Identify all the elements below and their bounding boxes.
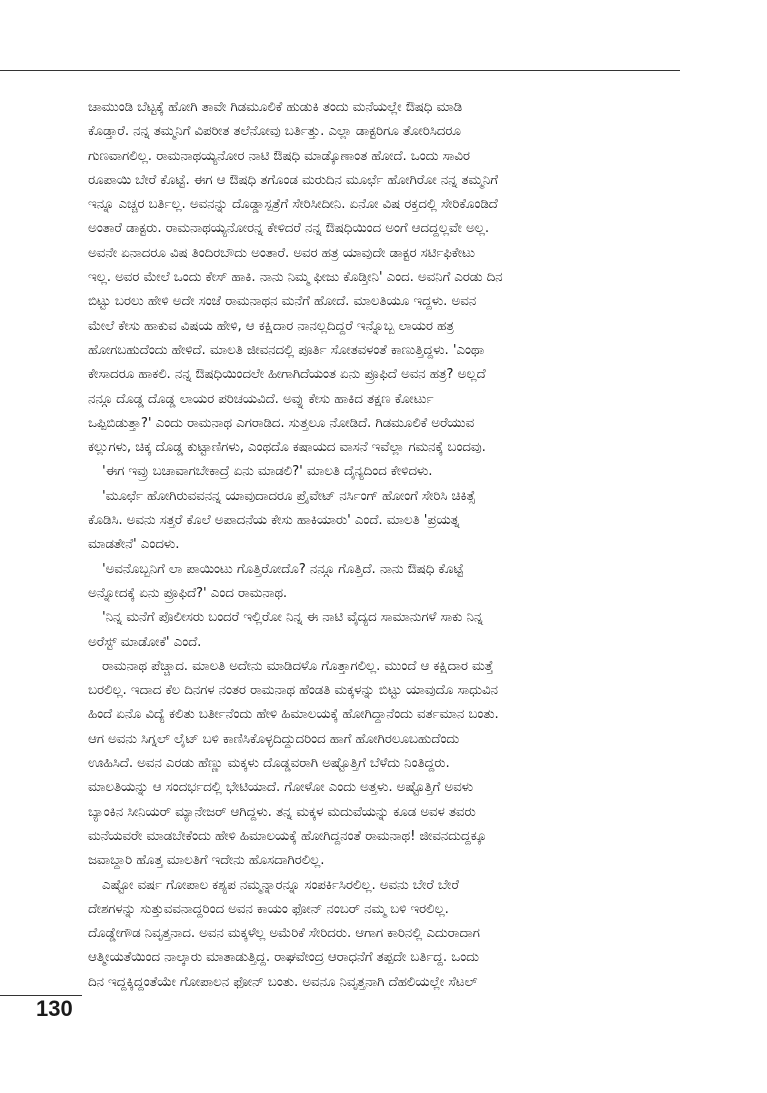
text-line: ಆತ್ಮೀಯತೆಯಿಂದ ನಾಲ್ಕಾರು ಮಾತಾಡುತ್ತಿದ್ದ. ರಾಘವೇಂದ್ರ ಆರಾಧನೆಗೆ ತಪ್ಪದೇ ಬರ್ತಿದ್ದ. ಒಂದು bbox=[88, 950, 479, 966]
page-number: 130 bbox=[36, 996, 73, 1021]
text-line: ದೊಡ್ಡೇಗೌಡ ನಿವೃತ್ತನಾದ. ಅವನ ಮಕ್ಕಳೆಲ್ಲ ಅಮೆರಿಕೆ ಸೇರಿದರು. ಆಗಾಗ ಕಾರಿನಲ್ಲಿ ಎದುರಾದಾಗ bbox=[88, 926, 480, 942]
text-line: ದೇಶಗಳನ್ನು ಸುತ್ತುವವನಾದ್ದರಿಂದ ಅವನ ಕಾಯಂ ಫೋನ್ ನಂಬರ್ ನಮ್ಮ ಬಳಿ ಇರಲಿಲ್ಲ. bbox=[88, 901, 449, 917]
text-line: ಕೊಡ್ತಾರೆ. ನನ್ನ ತಮ್ಮನಿಗೆ ವಿಪರೀತ ತಲೆನೋವು ಬರ್ತಿತ್ತು. ಎಲ್ಲಾ ಡಾಕ್ಟರಿಗೂ ತೋರಿಸಿದರೂ bbox=[88, 124, 461, 140]
text-line: ಮಾಲತಿಯನ್ನು ಆ ಸಂದರ್ಭದಲ್ಲಿ ಭೇಟಿಯಾದೆ. ಗೋಳೋ ಎಂದು ಅತ್ತಳು. ಅಷ್ಟೊತ್ತಿಗೆ ಅವಳು bbox=[88, 780, 474, 796]
text-line: ಒಪ್ಪಿಬಿಡುತ್ತಾ?' ಎಂದು ರಾಮನಾಥ ಎಗರಾಡಿದ. ಸುತ್ತಲೂ ನೋಡಿದೆ. ಗಿಡಮೂಲಿಕೆ ಅರೆಯುವ bbox=[88, 415, 475, 431]
text-line: ರೂಪಾಯಿ ಬೇರೆ ಕೊಟ್ಟೆ. ಈಗ ಆ ಔಷಧಿ ತಗೊಂಡ ಮರುದಿನ ಮೂರ್ಛೆ ಹೋಗಿರೋ ನನ್ನ ತಮ್ಮನಿಗೆ bbox=[88, 172, 498, 188]
text-line: ರಾಮನಾಥ ಪೆಚ್ಚಾದ. ಮಾಲತಿ ಅದೇನು ಮಾಡಿದಳೊ ಗೊತ್ತಾಗಲಿಲ್ಲ. ಮುಂದೆ ಆ ಕಕ್ಷಿದಾರ ಮತ್ತೆ bbox=[102, 658, 494, 674]
text-line: 'ನಿನ್ನ ಮನೆಗೆ ಪೊಲೀಸರು ಬಂದರೆ ಇಲ್ಲಿರೋ ನಿನ್ನ ಈ ನಾಟಿ ವೈದ್ಯದ ಸಾಮಾನುಗಳೆ ಸಾಕು ನಿನ್ನ bbox=[102, 610, 483, 626]
text-line: ಇನ್ನೂ ಎಚ್ಚರ ಬರ್ತಿಲ್ಲ. ಅವನನ್ನು ದೊಡ್ಡಾಸ್ಪತ್ರೆಗೆ ಸೇರಿಸೀದೀನಿ. ಏನೋ ವಿಷ ರಕ್ತದಲ್ಲಿ ಸೇರಿಕೊಂಡಿದೆ bbox=[88, 197, 498, 213]
text-line: 'ಮೂರ್ಛೆ ಹೋಗಿರುವವನನ್ನ ಯಾವುದಾದರೂ ಪ್ರೈವೇಟ್ ನರ್ಸಿಂಗ್ ಹೋಂಗೆ ಸೇರಿಸಿ ಚಿಕಿತ್ಸೆ bbox=[102, 488, 476, 504]
text-line: ಮೇಲೆ ಕೇಸು ಹಾಕುವ ವಿಷಯ ಹೇಳಿ, ಆ ಕಕ್ಷಿದಾರ ನಾನಲ್ಲದಿದ್ದರೆ ಇನ್ನೊಬ್ಬ ಲಾಯರ ಹತ್ರ bbox=[88, 318, 454, 334]
text-line: ಅನ್ನೋದಕ್ಕೆ ಏನು ಪ್ರೂಫಿದೆ?' ಎಂದ ರಾಮನಾಥ. bbox=[88, 585, 288, 601]
text-line: ಹೋಗಬಹುದೆಂದು ಹೇಳಿದೆ. ಮಾಲತಿ ಜೀವನದಲ್ಲಿ ಪೂರ್ತಿ ಸೋತವಳಂತೆ ಕಾಣುತ್ತಿದ್ದಳು. 'ಎಂಥಾ bbox=[88, 342, 485, 358]
text-line: ಕಲ್ಲುಗಳು, ಚಿಕ್ಕ ದೊಡ್ಡ ಕುಟ್ಟಾಣಿಗಳು, ಎಂಥದೊ ಕಷಾಯದ ವಾಸನೆ ಇವೆಲ್ಲಾ ಗಮನಕ್ಕೆ ಬಂದವು. bbox=[88, 440, 486, 456]
text-line: ಅಂತಾರೆ ಡಾಕ್ಟರು. ರಾಮನಾಥಯ್ಯನೋರನ್ನ ಕೇಳಿದರೆ ನನ್ನ ಔಷಧಿಯಿಂದ ಅಂಗೆ ಆದದ್ದಲ್ಲವೇ ಅಲ್ಲ. bbox=[88, 221, 490, 237]
text-line: ಅರೆಸ್ಟ್ ಮಾಡೋಕೆ' ಎಂದೆ. bbox=[88, 634, 202, 650]
text-line: 'ಈಗ ಇವ್ರು ಬಚಾವಾಗಬೇಕಾದ್ರೆ ಏನು ಮಾಡಲಿ?' ಮಾಲತಿ ದೈನ್ಯದಿಂದ ಕೇಳಿದಳು. bbox=[102, 464, 433, 480]
text-line: ಮಾಡತೇನೆ' ಎಂದಳು. bbox=[88, 537, 180, 553]
text-line: ಹಿಂದೆ ಏನೊ ವಿದ್ಯೆ ಕಲಿತು ಬರ್ತೀನೆಂದು ಹೇಳಿ ಹಿಮಾಲಯಕ್ಕೆ ಹೋಗಿದ್ದಾನೆಂದು ವರ್ತಮಾನ ಬಂತು. bbox=[88, 707, 499, 723]
text-line: ದಿನ ಇದ್ದಕ್ಕಿದ್ದಂತೆಯೇ ಗೋಪಾಲನ ಫೋನ್ ಬಂತು. ಅವನೂ ನಿವೃತ್ತನಾಗಿ ದೆಹಲಿಯಲ್ಲೇ ಸೆಟಲ್ bbox=[88, 974, 478, 990]
text-line: ಬರಲಿಲ್ಲ. ಇದಾದ ಕೆಲ ದಿನಗಳ ನಂತರ ರಾಮನಾಥ ಹೆಂಡತಿ ಮಕ್ಕಳನ್ನು ಬಿಟ್ಟು ಯಾವುದೊ ಸಾಧುವಿನ bbox=[88, 683, 498, 699]
text-line: ಬ್ಯಾಂಕಿನ ಸೀನಿಯರ್ ಮ್ಯಾನೇಜರ್ ಆಗಿದ್ದಳು. ತನ್ನ ಮಕ್ಕಳ ಮದುವೆಯನ್ನು ಕೂಡ ಅವಳ ತವರು bbox=[88, 804, 476, 820]
text-line: ಬಿಟ್ಟು ಬರಲು ಹೇಳಿ ಅದೇ ಸಂಜೆ ರಾಮನಾಥನ ಮನೆಗೆ ಹೋದೆ. ಮಾಲತಿಯೂ ಇದ್ದಳು. ಅವನ bbox=[88, 294, 477, 310]
text-line: ಅವನೇ ಏನಾದರೂ ವಿಷ ತಿಂದಿರಬೌದು ಅಂತಾರೆ. ಅವರ ಹತ್ರ ಯಾವುದೇ ಡಾಕ್ಟರ ಸರ್ಟಿಫಿಕೇಟು bbox=[88, 245, 475, 261]
text-line: ಕೊಡಿಸಿ. ಅವನು ಸತ್ತರೆ ಕೊಲೆ ಅಪಾದನೆಯ ಕೇಸು ಹಾಕಿಯಾರು' ಎಂದೆ. ಮಾಲತಿ 'ಪ್ರಯತ್ನ bbox=[88, 513, 460, 529]
text-line: ಎಷ್ಟೋ ವರ್ಷ ಗೋಪಾಲ ಕಶ್ಯಪ ನಮ್ಮನ್ನಾರನ್ನೂ ಸಂಪರ್ಕಿಸಿರಲಿಲ್ಲ. ಅವನು ಬೇರೆ ಬೇರೆ bbox=[102, 877, 459, 893]
text-line: ಗುಣವಾಗಲಿಲ್ಲ. ರಾಮನಾಥಯ್ಯನೋರ ನಾಟಿ ಔಷಧಿ ಮಾಡ್ಕೊಣಾಂತ ಹೋದೆ. ಒಂದು ಸಾವಿರ bbox=[88, 148, 470, 164]
text-line: ಚಾಮುಂಡಿ ಬೆಟ್ಟಕ್ಕೆ ಹೋಗಿ ತಾವೇ ಗಿಡಮೂಲಿಕೆ ಹುಡುಕಿ ತಂದು ಮನೆಯಲ್ಲೇ ಔಷಧಿ ಮಾಡಿ bbox=[88, 100, 463, 115]
text-line: ಊಹಿಸಿದೆ. ಅವನ ಎರಡು ಹೆಣ್ಣು ಮಕ್ಕಳು ದೊಡ್ಡವರಾಗಿ ಅಷ್ಟೊತ್ತಿಗೆ ಬೆಳೆದು ನಿಂತಿದ್ದರು. bbox=[88, 756, 450, 772]
body-text bbox=[88, 96, 684, 995]
text-line: ಮನೆಯವರೇ ಮಾಡಬೇಕೆಂದು ಹೇಳಿ ಹಿಮಾಲಯಕ್ಕೆ ಹೋಗಿದ್ದನಂತೆ ರಾಮನಾಥ! ಜೀವನದುದ್ದಕ್ಕೂ bbox=[88, 828, 487, 844]
text-line: ಕೇಸಾದರೂ ಹಾಕಲಿ. ನನ್ನ ಔಷಧಿಯಿಂದಲೇ ಹೀಗಾಗಿದೆಯಂತ ಏನು ಪ್ರೂಫಿದೆ ಅವನ ಹತ್ರ? ಅಲ್ಲದೆ bbox=[88, 367, 486, 383]
text-line: 'ಅವನೊಬ್ಬನಿಗೆ ಲಾ ಪಾಯಿಂಟು ಗೊತ್ತಿರೋದೊ? ನನ್ಗೂ ಗೊತ್ತಿದೆ. ನಾನು ಔಷಧಿ ಕೊಟ್ಟೆ bbox=[102, 561, 464, 577]
text-line: ಇಲ್ಲ. ಅವರ ಮೇಲೆ ಒಂದು ಕೇಸ್ ಹಾಕಿ. ನಾನು ನಿಮ್ಮ ಫೀಜು ಕೊಡ್ತೀನಿ' ಎಂದ. ಅವನಿಗೆ ಎರಡು ದಿನ bbox=[88, 270, 503, 286]
text-line: ಜವಾಬ್ದಾರಿ ಹೊತ್ತ ಮಾಲತಿಗೆ ಇದೇನು ಹೊಸದಾಗಿರಲಿಲ್ಲ. bbox=[88, 853, 325, 869]
text-line: ನನ್ಗೂ ದೊಡ್ಡ ದೊಡ್ಡ ಲಾಯರ ಪರಿಚಯವಿದೆ. ಅವ್ನು ಕೇಸು ಹಾಕಿದ ತಕ್ಷಣ ಕೋರ್ಟು bbox=[88, 391, 434, 407]
text-line: ಆಗ ಅವನು ಸಿಗ್ನಲ್ ಲೈಟ್ ಬಳಿ ಕಾಣಿಸಿಕೊಳ್ಳದಿದ್ದುದರಿಂದ ಹಾಗೆ ಹೋಗಿರಲೂಬಹುದೆಂದು bbox=[88, 731, 460, 747]
header-rule bbox=[0, 70, 680, 71]
